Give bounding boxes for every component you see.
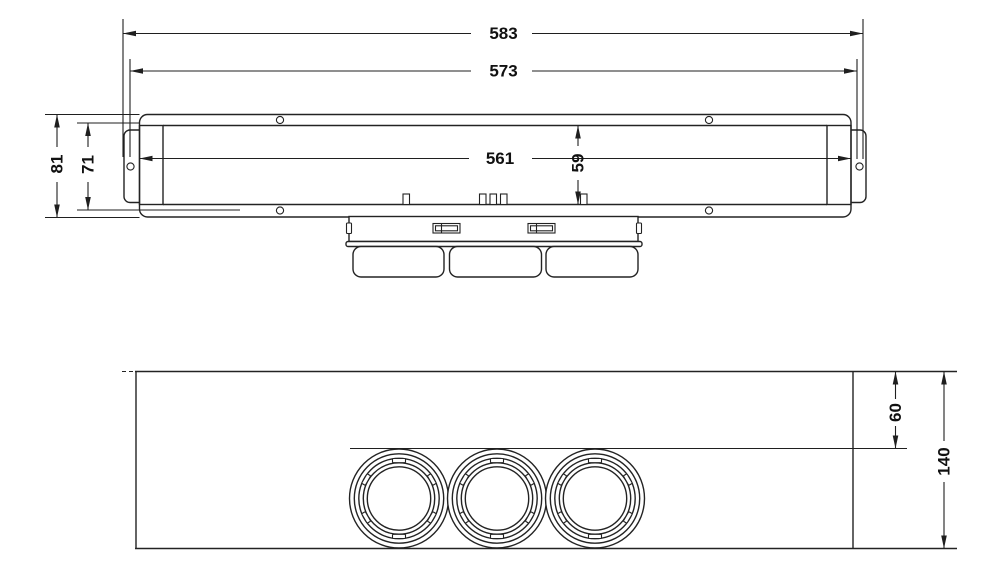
top-profile-view — [45, 19, 866, 277]
arrowhead — [941, 536, 947, 549]
dimension-60 — [886, 372, 905, 449]
dimension-label: 140 — [934, 447, 954, 476]
dimension-label: 583 — [489, 24, 518, 43]
end-cap-hole — [856, 163, 863, 170]
dimension-label: 59 — [568, 153, 588, 173]
mounting-hole — [276, 116, 283, 123]
duct-collar — [353, 247, 444, 278]
duct-adapter — [346, 217, 642, 278]
arrowhead — [893, 372, 899, 385]
mounting-hole — [705, 207, 712, 214]
mounting-hole — [276, 207, 283, 214]
clip-tab — [501, 194, 508, 205]
end-cap-hole — [127, 163, 134, 170]
arrowhead — [941, 372, 947, 385]
clip-tab — [490, 194, 497, 205]
dimension-label: 573 — [489, 61, 518, 81]
clip-tab — [581, 194, 588, 205]
arrowhead — [85, 123, 91, 136]
arrowhead — [123, 31, 136, 37]
arrowhead — [850, 31, 863, 37]
clip-tab — [480, 194, 487, 205]
dimension-label: 60 — [886, 403, 905, 422]
dimension-label: 71 — [78, 155, 98, 174]
bottom-plan-view — [122, 372, 957, 549]
arrowhead — [844, 68, 857, 74]
clip-tab — [403, 194, 410, 205]
edge-notch — [347, 223, 352, 234]
duct-spigot — [546, 449, 645, 548]
arrowhead — [54, 115, 60, 128]
duct-collar — [546, 247, 638, 278]
duct-spigot — [448, 449, 547, 548]
dimension-label: 561 — [485, 149, 515, 168]
arrowhead — [130, 68, 143, 74]
adapter-body — [349, 217, 638, 242]
duct-collar — [450, 247, 542, 278]
duct-spigot — [350, 449, 449, 548]
arrowhead — [893, 436, 899, 449]
arrowhead — [54, 205, 60, 218]
dimension-140 — [935, 372, 954, 549]
latch-slot — [433, 224, 460, 234]
edge-notch — [637, 223, 642, 234]
mounting-hole — [705, 116, 712, 123]
arrowhead — [85, 197, 91, 210]
adapter-flange — [346, 242, 642, 247]
latch-slot — [528, 224, 555, 234]
dimension-label: 81 — [47, 154, 67, 174]
